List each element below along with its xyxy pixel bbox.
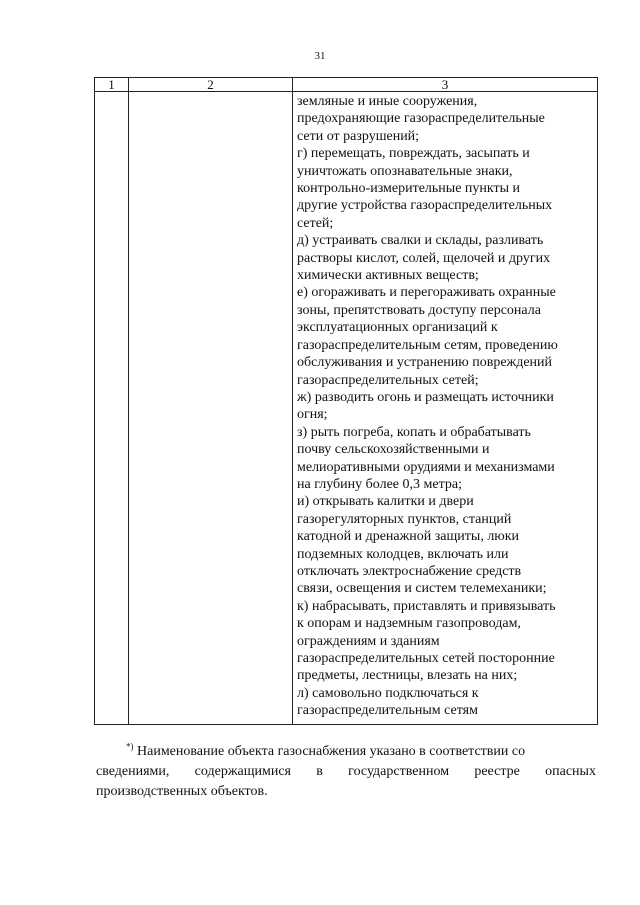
- list-item: газораспределительных сетей;: [297, 372, 479, 388]
- list-item: газораспределительным сетям: [297, 703, 478, 719]
- list-item: почву сельскохозяйственными и: [297, 442, 490, 458]
- list-item: сети от разрушений;: [297, 128, 420, 144]
- list-item: газораспределительным сетям, проведению: [297, 337, 558, 353]
- list-item: земляные и иные сооружения,: [297, 94, 478, 109]
- list-item: ограждениям и зданиям: [297, 633, 440, 649]
- footnote-line-2: [96, 762, 596, 782]
- table-cell-col3: [293, 92, 598, 725]
- footnote-word: опасных: [545, 764, 596, 779]
- table-cell-col1: [95, 92, 129, 725]
- page-number: 31: [314, 50, 326, 62]
- list-item: сетей;: [297, 215, 334, 231]
- table-cell-col2: [129, 92, 293, 725]
- footnote-word: содержащимися: [194, 764, 291, 779]
- list-item: огня;: [297, 407, 328, 423]
- list-item: растворы кислот, солей, щелочей и других: [297, 250, 551, 266]
- prohibitions-list: [297, 93, 594, 720]
- list-item: катодной и дренажной защиты, люки: [297, 529, 520, 545]
- list-item: з) рыть погреба, копать и обрабатывать: [297, 424, 531, 440]
- list-item: предметы, лестницы, влезать на них;: [297, 668, 518, 684]
- footnote-line-1: [96, 742, 596, 762]
- footnote-word: в: [316, 764, 323, 779]
- regulation-table: [94, 77, 598, 725]
- list-item: г) перемещать, повреждать, засыпать и: [297, 146, 530, 162]
- list-item: к) набрасывать, приставлять и привязывать: [297, 598, 556, 614]
- list-item: контрольно-измерительные пункты и: [297, 181, 521, 197]
- list-item: отключать электроснабжение средств: [297, 563, 522, 579]
- list-item: ж) разводить огонь и размещать источники: [297, 389, 554, 405]
- list-item: химически активных веществ;: [297, 268, 479, 284]
- list-item: связи, освещения и систем телемеханики;: [297, 581, 547, 597]
- column-header-1: 1: [95, 78, 129, 92]
- footnote-marker: *): [126, 741, 134, 752]
- list-item: и) открывать калитки и двери: [297, 494, 474, 510]
- footnote-word: реестре: [474, 764, 520, 779]
- list-item: зоны, препятствовать доступу персонала: [297, 302, 541, 318]
- list-item: подземных колодцев, включать или: [297, 546, 509, 562]
- list-item: эксплуатационных организаций к: [297, 320, 498, 336]
- footnote: [96, 742, 596, 802]
- list-item: другие устройства газораспределительных: [297, 198, 553, 214]
- footnote-word: государственном: [348, 764, 450, 779]
- column-header-3: 3: [293, 78, 598, 92]
- table-header-row: [95, 78, 598, 92]
- list-item: д) устраивать свалки и склады, разливать: [297, 233, 544, 249]
- footnote-line-3: производственных объектов.: [96, 784, 268, 799]
- list-item: уничтожать опознавательные знаки,: [297, 163, 513, 179]
- list-item: на глубину более 0,3 метра;: [297, 476, 462, 492]
- list-item: к опорам и надземным газопроводам,: [297, 616, 521, 632]
- column-header-2: 2: [129, 78, 293, 92]
- list-item: газораспределительных сетей посторонние: [297, 651, 555, 666]
- list-item: е) огораживать и перегораживать охранные: [297, 285, 556, 301]
- list-item: предохраняющие газораспределительные: [297, 111, 545, 127]
- list-item: мелиоративными орудиями и механизмами: [297, 459, 555, 475]
- footnote-text-line-1: Наименование объекта газоснабжения указано в соответствии со: [137, 744, 526, 759]
- list-item: л) самовольно подключаться к: [297, 685, 479, 701]
- footnote-word: сведениями,: [96, 764, 170, 779]
- list-item: газорегуляторных пунктов, станций: [297, 511, 512, 527]
- table-row: [95, 92, 598, 725]
- list-item: обслуживания и устранению повреждений: [297, 355, 553, 371]
